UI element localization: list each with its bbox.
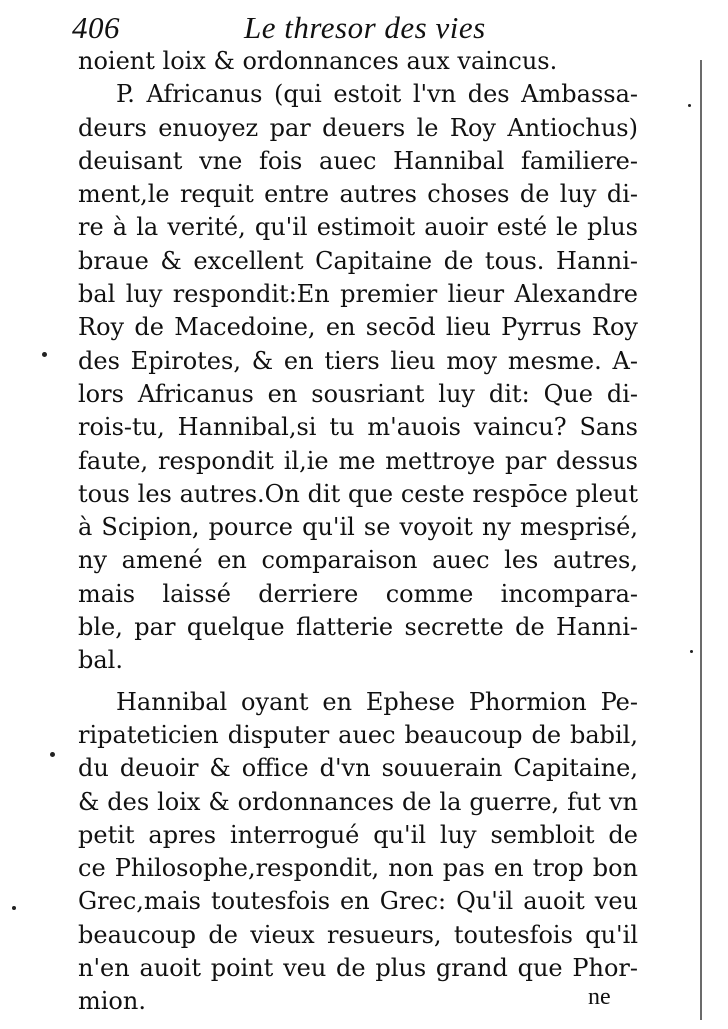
margin-ink-mark bbox=[50, 752, 55, 757]
paragraph-africanus bbox=[78, 78, 638, 677]
text-line: P. Africanus (qui estoit l'vn des Ambassa- bbox=[116, 80, 638, 109]
text-line: faute, respondit il,ie me mettroye par dessus bbox=[78, 446, 638, 475]
text-line: braue & excellent Capitaine de tous. Hanni- bbox=[78, 246, 638, 275]
paragraph-continuation bbox=[78, 45, 638, 78]
text-line: re à la verité, qu'il estimoit auoir esté le plus bbox=[78, 213, 638, 242]
text-line: ment,le requit entre autres choses de luy di- bbox=[78, 180, 638, 209]
text-line: des Epirotes, & en tiers lieu moy mesme. A- bbox=[78, 346, 638, 375]
text-line: tous les autres.On dit que ceste respōce pleut bbox=[78, 479, 638, 508]
text-line: deuisant vne fois auec Hannibal familiere- bbox=[78, 146, 638, 175]
running-title: Le thresor des vies bbox=[244, 10, 486, 45]
margin-ink-mark bbox=[688, 104, 691, 107]
margin-ink-mark bbox=[42, 352, 47, 357]
text-line: noient loix & ordonnances aux vaincus. bbox=[78, 47, 558, 75]
text-line: bal luy respondit:En premier lieur Alexandre bbox=[78, 280, 638, 309]
paragraph-phormion bbox=[78, 686, 638, 1019]
text-line: Grec,mais toutesfois en Grec: Qu'il auoit veu bbox=[78, 887, 638, 916]
page-edge-rule bbox=[700, 60, 702, 1020]
paragraph-spacer bbox=[78, 678, 638, 686]
text-line: à Scipion, pource qu'il se voyoit ny mesprisé, bbox=[78, 513, 638, 542]
text-line: deurs enuoyez par deuers le Roy Antiochus) bbox=[78, 113, 638, 142]
text-line: Hannibal oyant en Ephese Phormion Pe- bbox=[116, 687, 638, 716]
text-line: Roy de Macedoine, en secōd lieu Pyrrus Roy bbox=[78, 313, 638, 342]
text-line: & des loix & ordonnances de la guerre, fut vn bbox=[78, 787, 638, 816]
text-line: rois-tu, Hannibal,si tu m'auois vaincu? Sans bbox=[78, 413, 638, 442]
margin-ink-mark bbox=[12, 906, 16, 910]
text-line: ny amené en comparaison auec les autres, bbox=[78, 546, 638, 575]
text-line: mais laissé derriere comme incompara- bbox=[78, 579, 638, 608]
text-line: lors Africanus en sousriant luy dit: Que di- bbox=[78, 379, 638, 408]
text-line: du deuoir & office d'vn souuerain Capitaine, bbox=[78, 754, 638, 783]
body-text bbox=[78, 45, 638, 1019]
text-line: petit apres interrogué qu'il luy sembloit de bbox=[78, 820, 638, 849]
text-line: mion. bbox=[78, 987, 146, 1016]
text-line: beaucoup de vieux resueurs, toutesfois qu'il bbox=[78, 920, 638, 949]
text-line: ble, par quelque flatterie secrette de Hanni- bbox=[78, 613, 638, 642]
page-header bbox=[72, 6, 632, 50]
text-line: ce Philosophe,respondit, non pas en trop bon bbox=[78, 854, 638, 883]
text-line: bal. bbox=[78, 646, 123, 675]
text-line: ripateticien disputer auec beaucoup de babil, bbox=[78, 720, 638, 749]
text-line: n'en auoit point veu de plus grand que Phor- bbox=[78, 954, 638, 983]
margin-ink-mark bbox=[690, 650, 693, 653]
page-number: 406 bbox=[72, 10, 120, 45]
catchword: ne bbox=[588, 984, 611, 1010]
